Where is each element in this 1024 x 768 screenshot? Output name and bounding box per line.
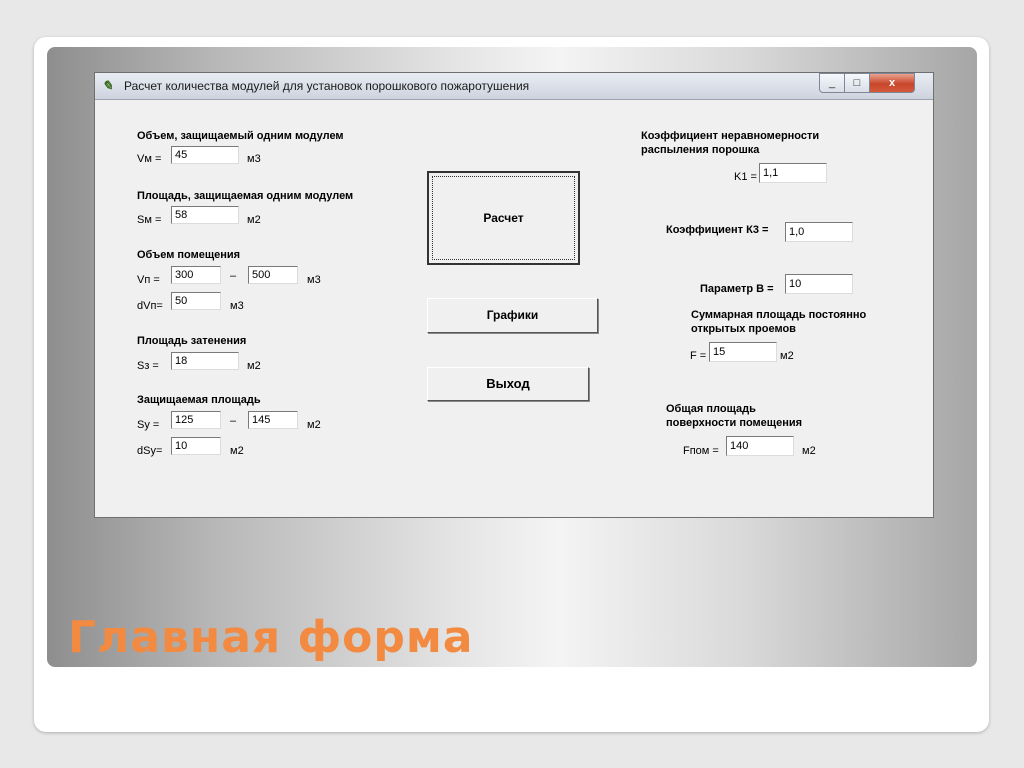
total-area-unit: м2 [802,445,816,457]
slide-title: Главная форма [68,612,474,663]
total-area-label: Fпом = [683,445,719,457]
module-area-input[interactable] [171,206,239,224]
shading-area-heading: Площадь затенения [137,335,247,347]
protected-area-from-input[interactable] [171,411,221,429]
total-area-heading-line2: поверхности помещения [666,417,803,429]
openings-label: F = [690,350,707,362]
k3-input[interactable] [785,222,853,242]
protected-area-to-input[interactable] [248,411,298,429]
protected-area-step-label: dSу= [137,445,163,457]
charts-button[interactable]: Графики [427,298,598,333]
maximize-button[interactable]: □ [844,73,870,93]
protected-area-dash: – [230,415,237,427]
exit-button[interactable]: Выход [427,367,589,401]
module-area-heading: Площадь, защищаемая одним модулем [137,190,354,202]
k1-heading-line2: распыления порошка [641,144,760,156]
openings-input[interactable] [709,342,777,362]
room-volume-unit: м3 [307,274,321,286]
room-volume-heading: Объем помещения [137,249,241,261]
window-titlebar[interactable] [95,73,933,100]
openings-unit: м2 [780,350,794,362]
module-volume-input[interactable] [171,146,239,164]
protected-area-step-input[interactable] [171,437,221,455]
shading-area-input[interactable] [171,352,239,370]
param-b-input[interactable] [785,274,853,294]
minimize-button[interactable]: _ [819,73,845,93]
room-volume-step-label: dVп= [137,300,163,312]
room-volume-step-input[interactable] [171,292,221,310]
module-area-label: Sм = [137,214,162,226]
k3-label: Коэффициент К3 = [666,224,769,236]
room-volume-step-unit: м3 [230,300,244,312]
protected-area-unit: м2 [307,419,321,431]
k1-label: K1 = [734,171,757,183]
close-button[interactable]: x [869,73,915,93]
room-volume-from-input[interactable] [171,266,221,284]
window-title: Расчет количества модулей для установок порошкового пожаротушения [124,79,530,93]
openings-heading-line1: Суммарная площадь постоянно [691,309,867,321]
form-client-area [98,100,930,514]
openings-heading-line2: открытых проемов [691,323,796,335]
module-volume-heading: Объем, защищаемый одним модулем [137,130,344,142]
param-b-label: Параметр В = [700,283,774,295]
k1-input[interactable] [759,163,827,183]
room-volume-label: Vп = [137,274,160,286]
module-area-unit: м2 [247,214,261,226]
protected-area-label: Sу = [137,419,160,431]
room-volume-to-input[interactable] [248,266,298,284]
app-window [94,72,934,518]
calculate-button[interactable] [427,171,580,265]
total-area-heading-line1: Общая площадь [666,403,756,415]
protected-area-heading: Защищаемая площадь [137,394,261,406]
protected-area-step-unit: м2 [230,445,244,457]
shading-area-label: Sз = [137,360,159,372]
room-volume-dash: – [230,270,237,282]
shading-area-unit: м2 [247,360,261,372]
calculate-button-label: Расчет [483,211,524,225]
calculate-focus-rect [432,176,575,260]
module-volume-unit: м3 [247,153,261,165]
module-volume-label: Vм = [137,153,162,165]
total-area-input[interactable] [726,436,794,456]
k1-heading-line1: Коэффициент неравномерности [641,130,820,142]
delphi-app-icon: ✎ [102,78,113,93]
